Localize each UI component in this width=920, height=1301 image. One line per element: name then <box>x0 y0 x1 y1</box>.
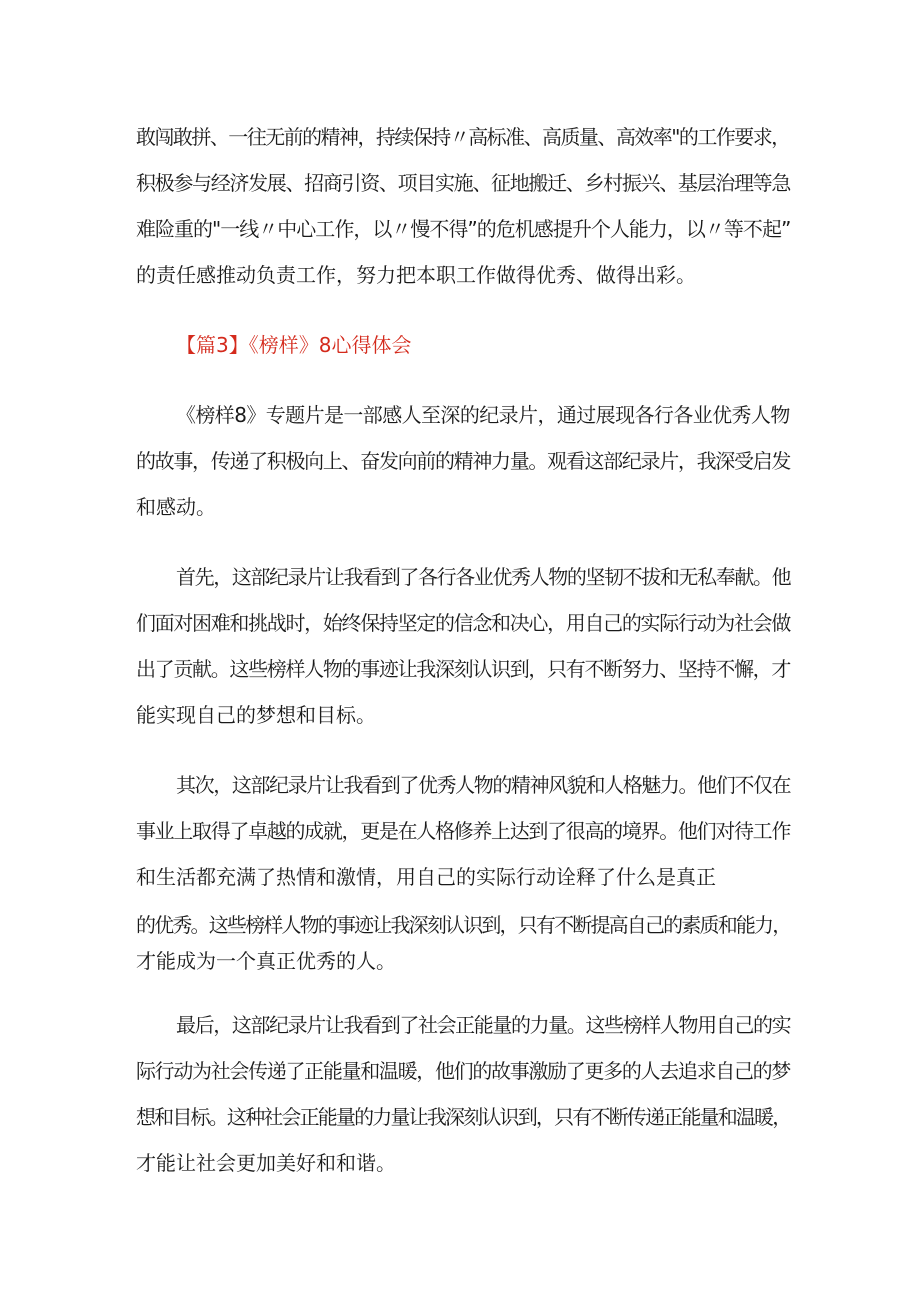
text-line: 的故事，传递了积极向上、奋发向前的精神力量。观看这部纪录片，我深受启发 <box>136 449 790 473</box>
text-line: 敢闯敢拼、一往无前的精神，持续保持〃高标准、高质量、高效率"的工作要求， <box>136 125 790 149</box>
text-line: 积极参与经济发展、招商引资、项目实施、征地搬迁、乡村振兴、基层治理等急 <box>136 171 790 195</box>
text-line: 《榜样8》专题片是一部感人至深的纪录片，通过展现各行各业优秀人物 <box>176 403 790 427</box>
text-line: 能实现自己的梦想和目标。 <box>136 703 376 727</box>
text-line: 难险重的"一线〃中心工作，以〃慢不得”的危机感提升个人能力，以〃等不起” <box>136 217 791 241</box>
section-heading: 【篇3】《榜样》8心得体会 <box>176 333 412 357</box>
text-line: 其次，这部纪录片让我看到了优秀人物的精神风貌和人格魅力。他们不仅在 <box>176 773 791 797</box>
text-line: 们面对困难和挑战时，始终保持坚定的信念和决心，用自己的实际行动为社会做 <box>136 611 790 635</box>
text-line: 才能让社会更加美好和和谐。 <box>136 1151 396 1175</box>
text-line: 首先，这部纪录片让我看到了各行各业优秀人物的坚韧不拔和无私奉献。他 <box>176 565 791 589</box>
text-line: 际行动为社会传递了正能量和温暖，他们的故事激励了更多的人去追求自己的梦 <box>136 1059 790 1083</box>
text-line: 最后，这部纪录片让我看到了社会正能量的力量。这些榜样人物用自己的实 <box>176 1013 791 1037</box>
text-line: 才能成为一个真正优秀的人。 <box>136 949 396 973</box>
text-line: 的责任感推动负责工作，努力把本职工作做得优秀、做得出彩。 <box>136 263 696 287</box>
text-line: 和感动。 <box>136 495 216 519</box>
text-line: 出了贡献。这些榜样人物的事迹让我深刻认识到，只有不断努力、坚持不懈，才 <box>136 657 790 681</box>
text-line: 事业上取得了卓越的成就，更是在人格修养上达到了很高的境界。他们对待工作 <box>136 819 790 843</box>
text-line: 和生活都充满了热情和激情，用自己的实际行动诠释了什么是真正 <box>136 865 716 889</box>
text-line: 的优秀。这些榜样人物的事迹让我深刻认识到，只有不断提高自己的素质和能力， <box>136 913 791 937</box>
text-line: 想和目标。这种社会正能量的力量让我深刻认识到，只有不断传递正能量和温暖， <box>136 1105 791 1129</box>
